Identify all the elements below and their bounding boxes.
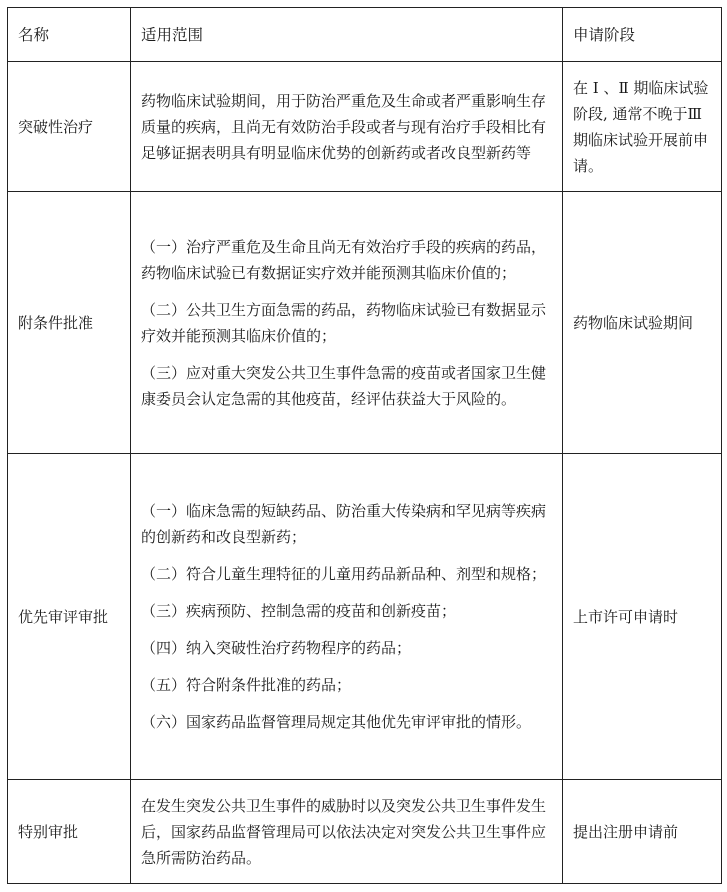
scope-item: （三）应对重大突发公共卫生事件急需的疫苗或者国家卫生健康委员会认定急需的其他疫苗，经评估获益大于风险的。 [141, 363, 547, 408]
row-name: 突破性治疗 [8, 62, 131, 192]
scope-item: （一）临床急需的短缺药品、防治重大传染病和罕见病等疾病的创新药和改良型新药； [141, 502, 547, 546]
header-stage: 申请阶段 [563, 8, 722, 62]
row-name: 特别审批 [8, 780, 131, 884]
header-name: 名称 [8, 8, 131, 62]
scope-item: （三）疾病预防、控制急需的疫苗和创新疫苗； [141, 602, 457, 620]
scope-item: （一）治疗严重危及生命且尚无有效治疗手段的疾病的药品，药物临床试验已有数据证实疗效并能预测其临床价值的； [141, 237, 547, 282]
row-stage: 在 Ⅰ 、Ⅱ 期临床试验阶段, 通常不晚于Ⅲ期临床试验开展前申请。 [563, 62, 722, 192]
table-row [8, 62, 722, 192]
scope-item: （六）国家药品监督管理局规定其他优先审评审批的情形。 [141, 713, 532, 731]
registration-pathway-table [7, 7, 722, 884]
row-stage: 药物临床试验期间 [563, 192, 722, 454]
scope-text: 药物临床试验期间，用于防治严重危及生命或者严重影响生存质量的疾病，且尚无有效防治手段或者与现有治疗手段相比有足够证据表明具有明显临床优势的创新药或者改良型新药等 [141, 91, 547, 162]
row-scope [131, 62, 563, 192]
table-row [8, 192, 722, 454]
header-row [8, 8, 722, 62]
scope-item: （五）符合附条件批准的药品； [141, 676, 352, 694]
row-scope [131, 454, 563, 780]
scope-item: （二）公共卫生方面急需的药品，药物临床试验已有数据显示疗效并能预测其临床价值的； [141, 300, 547, 345]
row-scope [131, 780, 563, 884]
table-row [8, 454, 722, 780]
table-row [8, 780, 722, 884]
row-name: 附条件批准 [8, 192, 131, 454]
row-stage: 上市许可申请时 [563, 454, 722, 780]
table-body [8, 62, 722, 884]
scope-text: 在发生突发公共卫生事件的威胁时以及突发公共卫生事件发生后，国家药品监督管理局可以依法决定对突发公共卫生事件应急所需防治药品。 [141, 796, 547, 867]
table-header [8, 8, 722, 62]
row-stage: 提出注册申请前 [563, 780, 722, 884]
row-name: 优先审评审批 [8, 454, 131, 780]
header-scope: 适用范围 [131, 8, 563, 62]
row-scope [131, 192, 563, 454]
scope-item: （二）符合儿童生理特征的儿童用药品新品种、剂型和规格； [141, 565, 547, 583]
scope-item: （四）纳入突破性治疗药物程序的药品； [141, 639, 412, 657]
